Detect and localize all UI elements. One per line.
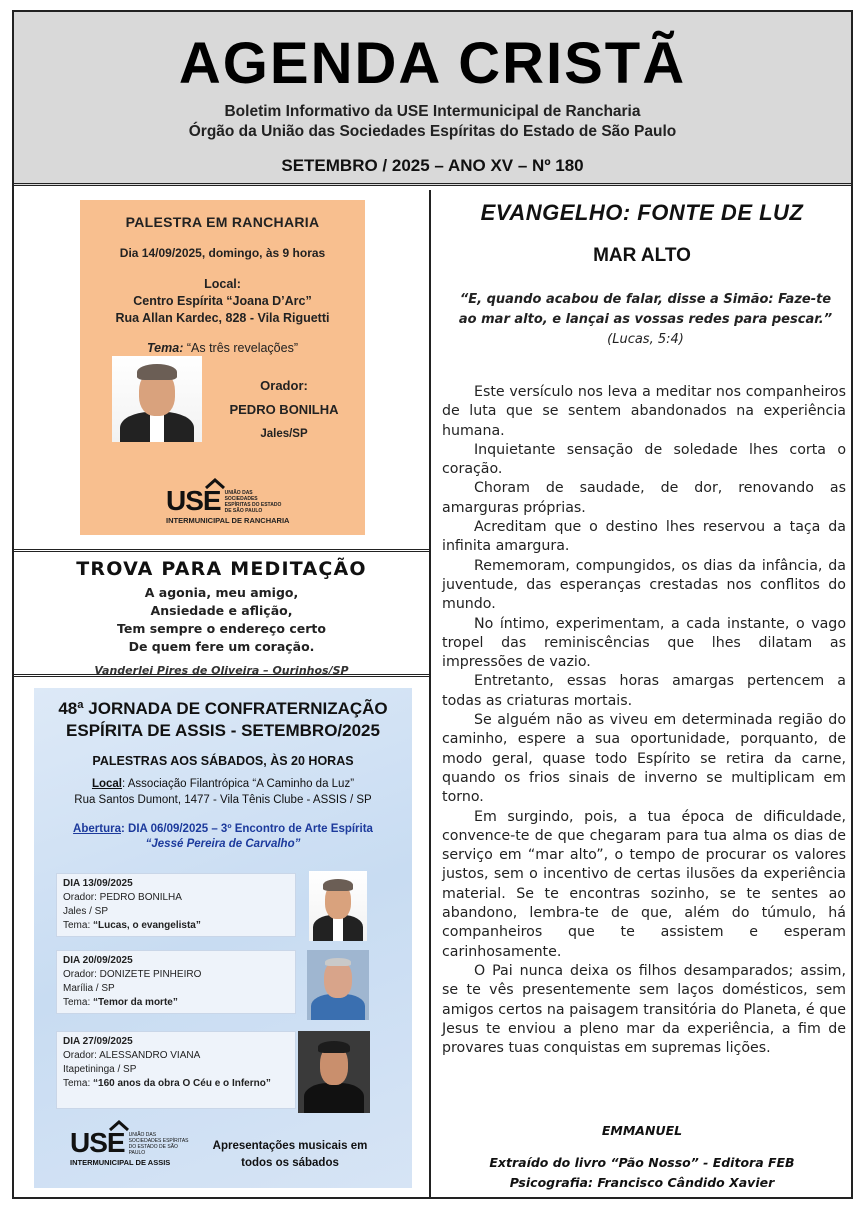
session-city: Itapetininga / SP	[63, 1064, 137, 1075]
trova-title: TROVA PARA MEDITAÇÃO	[76, 558, 367, 580]
evangelho-quote	[453, 290, 838, 350]
jornada-local-address: Rua Santos Dumont, 1477 - Vila Tênis Clube - ASSIS / SP	[74, 794, 372, 806]
palestra-date: Dia 14/09/2025, domingo, às 9 horas	[119, 246, 326, 260]
speaker-photo	[298, 1031, 370, 1113]
speaker-photo	[309, 871, 367, 941]
trova-author: Vanderlei Pires de Oliveira – Ourinhos/SP	[94, 664, 349, 677]
palestra-title: PALESTRA EM RANCHARIA	[125, 214, 320, 230]
trova-line: De quem fere um coração.	[128, 639, 315, 654]
jornada-local-label: Local	[91, 778, 122, 790]
palestra-orador	[214, 374, 354, 446]
palestra-tema-value: “As três revelações”	[186, 341, 298, 355]
session-orador: Orador: ALESSANDRO VIANA	[63, 1050, 201, 1061]
quote-reference: (Lucas, 5:4)	[607, 332, 684, 347]
jornada-local	[34, 776, 412, 808]
jornada-title-line-1: 48ª JORNADA DE CONFRATERNIZAÇÃO	[58, 699, 388, 718]
use-assis-logo	[70, 1127, 189, 1167]
speaker-photo	[112, 356, 202, 442]
source-book: Extraído do livro “Pão Nosso” - Editora FEB	[489, 1155, 795, 1170]
jornada-local-name: : Associação Filantrópica “A Caminho da Luz”	[122, 778, 355, 790]
abertura-label: Abertura	[73, 823, 121, 835]
body-paragraph: No íntimo, experimentam, a cada instante, o vago tropel das reminiscências que lhes dilatam as impressões de vazio.	[442, 615, 846, 671]
body-paragraph: Rememoram, compungidos, os dias da infância, da juventude, das esperanças crestadas nos conflitos do mundo.	[442, 557, 846, 613]
session-tema: “Temor da morte”	[93, 997, 178, 1008]
left-column	[14, 190, 431, 1197]
session-card	[56, 950, 296, 1014]
use-logo-small-text: UNIÃO DAS SOCIEDADES ESPÍRITAS DO ESTADO DE SÃO PAULO	[224, 490, 282, 514]
palestra-local	[80, 276, 365, 327]
body-paragraph: Acreditam que o destino lhes reservou a taça da infinita amargura.	[442, 519, 846, 555]
session-tema-label: Tema:	[63, 997, 94, 1008]
use-logo-mark-icon	[108, 1120, 130, 1132]
jornada-abertura	[34, 822, 412, 852]
evangelho-author: EMMANUEL	[601, 1123, 683, 1138]
body-paragraph: O Pai nunca deixa os filhos desamparados; assim, se te vês presentemente sem laços domésticos, sem amigos certos na paisagem transitória do Planeta, é que Jesus te enviou a pleno mar da experiência, a fim de provares tuas conquistas em supremas lições.	[442, 962, 846, 1057]
palestra-local-name: Centro Espírita “Joana D’Arc”	[133, 294, 312, 308]
palestra-local-address: Rua Allan Kardec, 828 - Vila Riguetti	[115, 311, 330, 325]
abertura-text: : DIA 06/09/2025 – 3º Encontro de Arte Espírita	[120, 823, 373, 835]
body-paragraph: Choram de saudade, de dor, renovando as amarguras próprias.	[442, 480, 846, 516]
session-orador: Orador: PEDRO BONILHA	[63, 892, 182, 903]
jornada-subtitle: PALESTRAS AOS SÁBADOS, ÀS 20 HORAS	[92, 754, 354, 768]
body-paragraph: Em surgindo, pois, a tua época de dificuldade, convence-te de que chegaram para tua alma os dias de serviço em “mar alto”, o tempo de procurar os valores justos, sem o incentivo de certas ilusões da experiência material. Se te encontras sozinho, se te sentes ao abandono, lembra-te de que, além do túmulo, há companheiros que te assistem e esperam carinhosamente.	[442, 808, 846, 960]
use-logo-text: USE	[166, 485, 221, 516]
header-subtitle-1: Boletim Informativo da USE Intermunicipal de Rancharia	[224, 103, 641, 120]
orador-city: Jales/SP	[260, 428, 308, 440]
body-paragraph: Entretanto, essas horas amargas pertencem a todas as criaturas mortais.	[442, 673, 846, 709]
session-orador: Orador: DONIZETE PINHEIRO	[63, 969, 202, 980]
jornada-title	[34, 698, 412, 742]
speaker-photo	[307, 950, 369, 1020]
session-tema: “160 anos da obra O Céu e o Inferno”	[93, 1078, 271, 1089]
bulletin-page	[12, 10, 853, 1199]
session-city: Jales / SP	[63, 906, 109, 917]
trova-line: A agonia, meu amigo,	[144, 585, 299, 600]
evangelho-source	[433, 1153, 851, 1193]
header-subtitle-2: Órgão da União das Sociedades Espíritas do Estado de São Paulo	[188, 123, 677, 140]
evangelho-body	[442, 383, 846, 1058]
use-logo-mark-icon	[204, 478, 226, 490]
trova-section	[14, 549, 429, 677]
use-logo-small-text: UNIÃO DAS SOCIEDADES ESPÍRITAS DO ESTADO DE SÃO PAULO	[128, 1132, 189, 1156]
session-tema: “Lucas, o evangelista”	[93, 920, 201, 931]
masthead-title: AGENDA CRISTÃ	[178, 31, 687, 96]
trova-line: Ansiedade e aflição,	[150, 603, 293, 618]
use-rancharia-logo	[166, 485, 290, 525]
abertura-name: “Jessé Pereira de Carvalho”	[145, 838, 301, 850]
body-paragraph: Se alguém não as viveu em determinada região do caminho, espere a sua oportunidade, porquanto, de modo geral, quase todo Espírito se retira da carne, quando os frios sinais de inverno se multiplicam em torno.	[442, 712, 846, 806]
trova-line: Tem sempre o endereço certo	[117, 621, 326, 636]
jornada-title-line-2: ESPÍRITA DE ASSIS - SETEMBRO/2025	[66, 721, 380, 740]
orador-label: Orador:	[260, 378, 308, 393]
body-paragraph: Inquietante sensação de soledade lhes corta o coração.	[442, 441, 846, 478]
session-date: DIA 27/09/2025	[63, 1036, 133, 1047]
palestra-tema-label: Tema:	[147, 341, 184, 355]
session-city: Marília / SP	[63, 983, 115, 994]
source-medium: Psicografia: Francisco Cândido Xavier	[509, 1175, 775, 1190]
quote-text: “E, quando acabou de falar, disse a Simão: Faze-te ao mar alto, e lançai as vossas redes para pescar.”	[458, 292, 833, 327]
evangelho-subtitle: MAR ALTO	[593, 245, 691, 266]
palestra-box	[80, 200, 365, 535]
palestra-tema	[80, 341, 365, 355]
trova-verse	[14, 584, 429, 656]
session-card	[56, 1031, 296, 1109]
edition-line: SETEMBRO / 2025 – ANO XV – Nº 180	[281, 156, 584, 175]
session-date: DIA 13/09/2025	[63, 878, 133, 889]
session-tema-label: Tema:	[63, 920, 94, 931]
evangelho-title: EVANGELHO: FONTE DE LUZ	[480, 200, 804, 225]
use-logo-subtitle: INTERMUNICIPAL DE RANCHARIA	[166, 516, 290, 525]
palestra-local-label: Local:	[204, 277, 241, 291]
use-logo-text: USE	[70, 1127, 125, 1158]
header	[14, 12, 851, 186]
session-date: DIA 20/09/2025	[63, 955, 133, 966]
orador-name: PEDRO BONILHA	[229, 402, 339, 417]
jornada-box	[34, 688, 412, 1188]
jornada-music-note: Apresentações musicais em todos os sábados	[212, 1140, 368, 1169]
body-paragraph: Este versículo nos leva a meditar nos companheiros de luta que se sentem abandonados na experiência humana.	[442, 384, 846, 439]
use-logo-subtitle: INTERMUNICIPAL DE ASSIS	[70, 1158, 171, 1167]
session-tema-label: Tema:	[63, 1078, 94, 1089]
session-card	[56, 873, 296, 937]
right-column	[433, 190, 851, 1197]
